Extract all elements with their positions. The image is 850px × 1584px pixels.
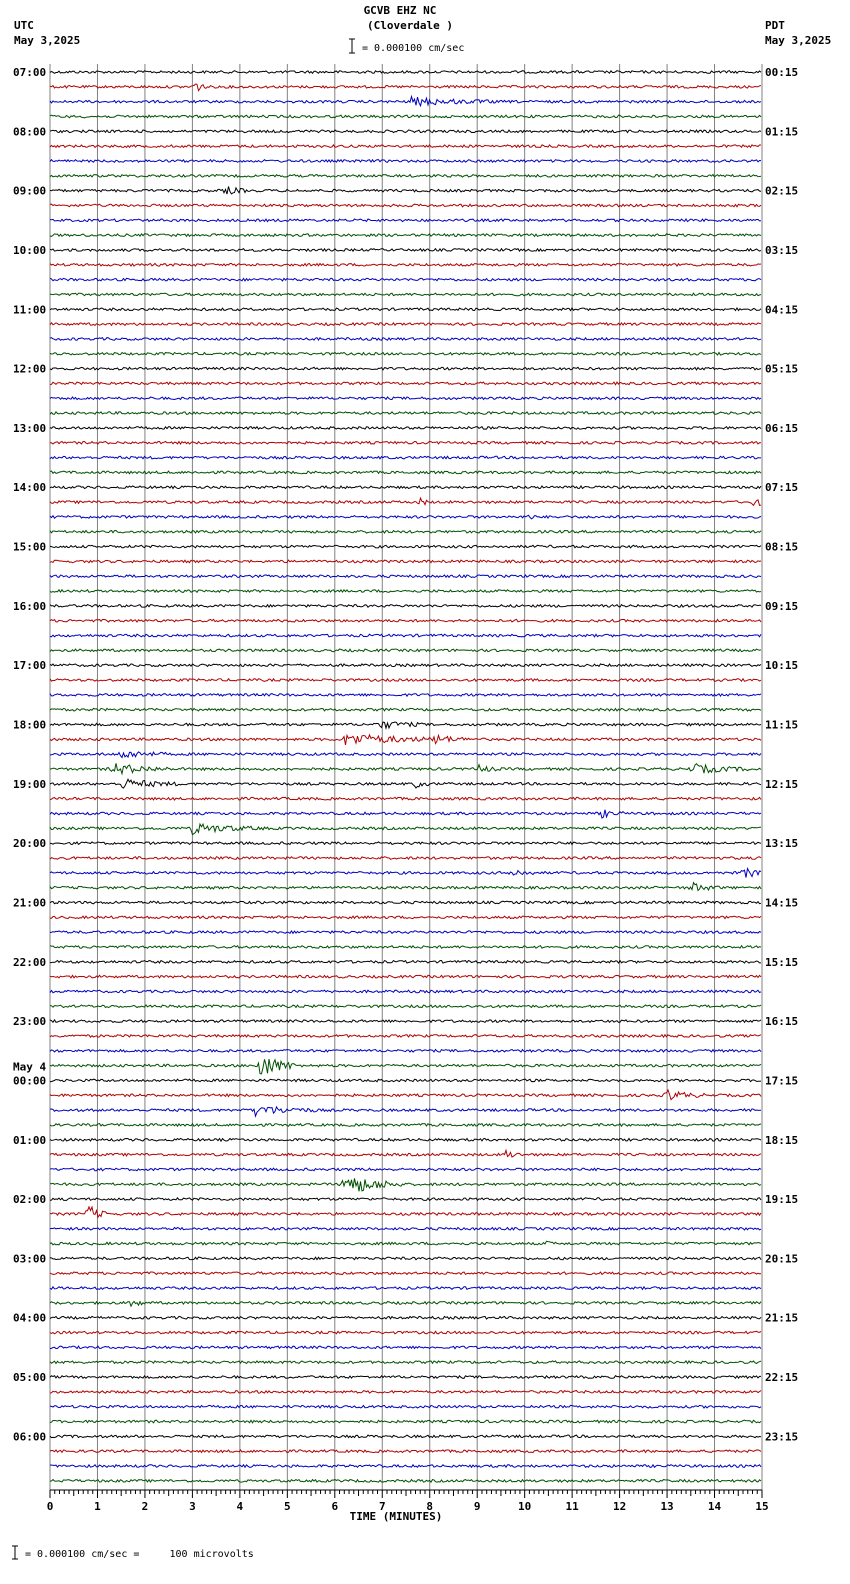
left-hour-label: 09:00: [13, 184, 47, 198]
trace-line: [50, 71, 761, 74]
trace-line: [50, 1391, 761, 1394]
station-title: GCVB EHZ NC: [363, 4, 437, 17]
right-hour-label: 21:15: [765, 1311, 799, 1325]
left-hour-label: 00:00: [13, 1074, 47, 1088]
footer-scale-text: = 0.000100 cm/sec = 100 microvolts: [25, 1549, 254, 1560]
right-hour-label: 14:15: [765, 896, 799, 910]
trace-line: [50, 1059, 761, 1074]
trace-line: [50, 160, 761, 163]
x-axis-title: TIME (MINUTES): [349, 1510, 443, 1523]
x-tick-label: 9: [473, 1500, 481, 1513]
trace-line: [50, 308, 761, 311]
trace-line: [50, 1035, 761, 1038]
right-hour-label: 09:15: [765, 599, 799, 613]
x-tick-label: 5: [284, 1500, 291, 1513]
right-hour-label: 19:15: [765, 1193, 799, 1207]
trace-line: [50, 975, 761, 978]
x-tick-label: 15: [755, 1500, 769, 1513]
trace-line: [50, 575, 761, 578]
left-hour-label: 08:00: [13, 125, 47, 139]
trace-line: [50, 901, 761, 904]
trace-line: [50, 1272, 761, 1275]
trace-line: [50, 442, 761, 445]
x-tick-label: 7: [378, 1500, 386, 1513]
trace-line: [50, 278, 761, 281]
trace-line: [50, 1241, 761, 1245]
day-change-label: May 4: [13, 1060, 47, 1074]
x-tick-label: 8: [426, 1500, 434, 1513]
trace-line: [50, 249, 761, 252]
left-hour-label: 12:00: [13, 362, 47, 376]
trace-line: [50, 486, 761, 489]
trace-line: [50, 264, 761, 267]
left-hour-label: 03:00: [13, 1252, 47, 1266]
trace-line: [50, 1435, 761, 1438]
left-hour-label: 18:00: [13, 718, 47, 732]
trace-line: [50, 1124, 761, 1127]
right-date: May 3,2025: [765, 34, 832, 47]
trace-line: [50, 1376, 761, 1379]
trace-line: [50, 471, 761, 474]
right-hour-label: 02:15: [765, 184, 799, 198]
trace-line: [50, 810, 761, 818]
trace-line: [50, 175, 761, 178]
trace-line: [50, 1020, 761, 1023]
left-hour-label: 16:00: [13, 599, 47, 613]
trace-line: [50, 1107, 761, 1116]
trace-line: [50, 1480, 761, 1483]
left-hour-label: 07:00: [13, 66, 47, 79]
trace-line: [50, 367, 761, 370]
left-hour-label: 10:00: [13, 243, 47, 257]
trace-line: [50, 234, 761, 237]
trace-line: [50, 722, 761, 728]
trace-line: [50, 605, 761, 608]
trace-line: [50, 1287, 761, 1290]
trace-line: [50, 869, 761, 878]
left-hour-label: 01:00: [13, 1133, 47, 1147]
trace-line: [50, 382, 761, 385]
trace-line: [50, 883, 761, 891]
trace-line: [50, 590, 761, 593]
trace-line: [50, 946, 761, 949]
trace-line: [50, 427, 761, 430]
right-hour-label: 05:15: [765, 362, 799, 376]
right-hour-label: 11:15: [765, 718, 799, 732]
x-tick-label: 2: [141, 1500, 149, 1513]
left-hour-label: 22:00: [13, 955, 47, 969]
trace-line: [50, 619, 761, 622]
trace-line: [50, 1346, 761, 1349]
right-hour-label: 16:15: [765, 1015, 799, 1029]
trace-line: [50, 1198, 761, 1201]
trace-line: [50, 1178, 761, 1191]
right-hour-label: 04:15: [765, 303, 799, 317]
trace-line: [50, 634, 761, 637]
x-tick-label: 0: [46, 1500, 54, 1513]
left-hour-label: 06:00: [13, 1430, 47, 1444]
trace-line: [50, 931, 761, 934]
right-hour-label: 03:15: [765, 243, 799, 257]
trace-line: [50, 1005, 761, 1008]
left-hour-label: 05:00: [13, 1371, 47, 1385]
trace-line: [50, 219, 761, 222]
trace-line: [50, 560, 761, 563]
scale-text: = 0.000100 cm/sec: [362, 43, 465, 54]
trace-line: [50, 1257, 761, 1260]
trace-line: [50, 1301, 761, 1306]
trace-line: [50, 130, 761, 133]
trace-line: [50, 1405, 761, 1408]
left-hour-label: 17:00: [13, 659, 47, 673]
right-hour-label: 18:15: [765, 1133, 799, 1147]
trace-line: [50, 1227, 761, 1230]
trace-line: [50, 857, 761, 860]
x-tick-label: 10: [518, 1500, 532, 1513]
trace-line: [50, 1150, 761, 1157]
trace-line: [50, 1465, 761, 1468]
trace-line: [50, 1316, 761, 1319]
trace-line: [50, 353, 761, 356]
left-date: May 3,2025: [14, 34, 81, 47]
trace-line: [50, 842, 761, 845]
right-hour-label: 12:15: [765, 777, 799, 791]
left-hour-label: 13:00: [13, 421, 47, 435]
trace-line: [50, 990, 761, 993]
right-hour-label: 10:15: [765, 659, 799, 673]
trace-line: [50, 649, 761, 652]
trace-line: [50, 779, 761, 788]
trace-line: [50, 708, 761, 711]
right-timezone: PDT: [765, 19, 785, 32]
trace-line: [50, 1139, 761, 1142]
trace-line: [50, 664, 761, 667]
trace-line: [50, 115, 761, 118]
trace-line: [50, 824, 761, 835]
right-hour-label: 13:15: [765, 837, 799, 851]
trace-line: [50, 1331, 761, 1334]
right-hour-label: 20:15: [765, 1252, 799, 1266]
left-hour-label: 15:00: [13, 540, 47, 554]
trace-line: [50, 961, 761, 964]
trace-line: [50, 84, 761, 91]
trace-line: [50, 1420, 761, 1423]
left-hour-label: 04:00: [13, 1311, 47, 1325]
x-tick-label: 6: [331, 1500, 339, 1513]
trace-line: [50, 1168, 761, 1171]
right-hour-label: 23:15: [765, 1430, 799, 1444]
right-hour-label: 06:15: [765, 421, 799, 435]
station-location: (Cloverdale ): [366, 19, 454, 32]
x-tick-label: 12: [612, 1500, 627, 1513]
trace-line: [50, 797, 761, 800]
trace-line: [50, 735, 761, 745]
trace-line: [50, 1090, 761, 1100]
trace-line: [50, 694, 761, 697]
left-hour-label: 23:00: [13, 1015, 47, 1029]
left-hour-label: 19:00: [13, 777, 47, 791]
trace-line: [50, 204, 761, 207]
trace-line: [50, 530, 761, 533]
trace-line: [50, 763, 761, 773]
trace-line: [50, 456, 761, 459]
trace-line: [50, 412, 761, 415]
trace-line: [50, 1207, 761, 1217]
trace-line: [50, 323, 761, 326]
left-hour-label: 20:00: [13, 837, 47, 851]
x-tick-label: 11: [565, 1500, 579, 1513]
trace-line: [50, 1050, 761, 1053]
trace-line: [50, 545, 761, 548]
left-timezone: UTC: [14, 19, 34, 32]
trace-line: [50, 397, 761, 400]
left-hour-label: 21:00: [13, 896, 47, 910]
left-hour-label: 11:00: [13, 303, 47, 317]
trace-line: [50, 145, 761, 148]
x-tick-label: 1: [94, 1500, 101, 1513]
x-tick-label: 14: [707, 1500, 722, 1513]
trace-line: [50, 1450, 761, 1453]
right-hour-label: 17:15: [765, 1074, 799, 1088]
right-hour-label: 00:15: [765, 66, 799, 79]
x-tick-label: 3: [189, 1500, 196, 1513]
trace-line: [50, 1079, 761, 1082]
trace-line: [50, 187, 761, 195]
trace-line: [50, 1361, 761, 1364]
trace-line: [50, 293, 761, 296]
left-hour-label: 14:00: [13, 481, 47, 495]
right-hour-label: 08:15: [765, 540, 799, 554]
trace-line: [50, 515, 761, 519]
right-hour-label: 01:15: [765, 125, 799, 139]
left-hour-label: 02:00: [13, 1193, 47, 1207]
trace-line: [50, 97, 761, 106]
trace-line: [50, 498, 761, 505]
x-tick-label: 13: [660, 1500, 674, 1513]
right-hour-label: 15:15: [765, 955, 799, 969]
trace-line: [50, 679, 761, 682]
trace-line: [50, 338, 761, 341]
right-hour-label: 07:15: [765, 481, 799, 495]
trace-line: [50, 752, 761, 758]
x-tick-label: 4: [236, 1500, 244, 1513]
trace-line: [50, 916, 761, 919]
right-hour-label: 22:15: [765, 1371, 799, 1385]
